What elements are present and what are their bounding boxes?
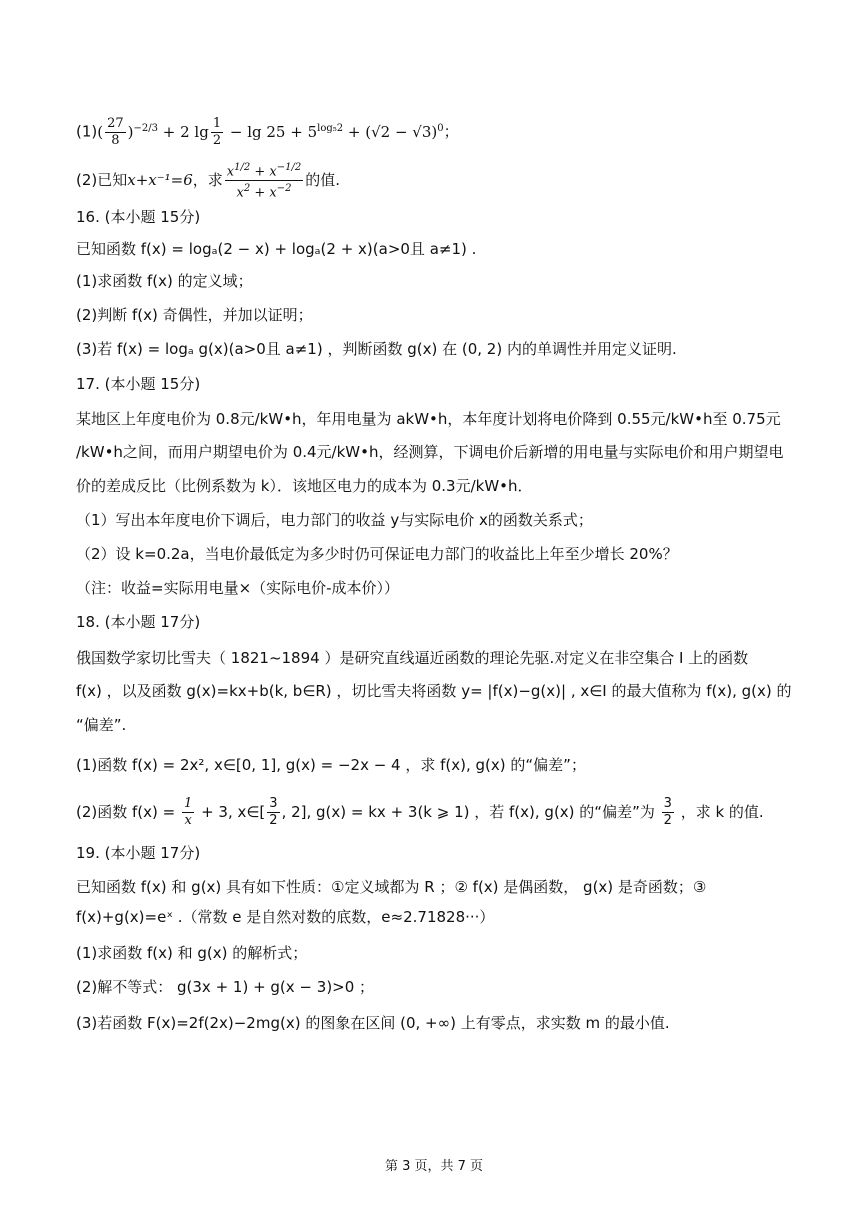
q18-frac1-den: x — [184, 813, 192, 828]
q19-line1: 已知函数 f(x) 和 g(x) 具有如下性质：①定义域都为 R ；② f(x) 是偶函数， g(x) 是奇函数；③ — [76, 878, 707, 896]
q15-p1-expr: ( $\frac{27}{8}$ )$^{-2/3}$ + 2 lg $\frac{1}{2}$ − $\lg 25 + 5^{log_52} + (√2 - √3)^0$ — [97, 116, 444, 148]
q15-p2-cond: x+x⁻¹=6 — [127, 170, 193, 189]
q15-p1-label: (1) — [76, 122, 98, 141]
q17-line2: /kW•h之间，而用户期望电价为 0.4元/kW•h，经测算，下调电价后新增的用电量与实际电价和用户期望电 — [76, 443, 784, 461]
q18-frac1-num: 1 — [184, 796, 193, 811]
q16-heading: 16. (本小题 15分) — [76, 208, 201, 226]
q18-part2 — [76, 796, 764, 829]
q17-heading: 17. (本小题 15分) — [76, 375, 201, 393]
q18-p2-seg-a: (2)函数 f(x) = — [76, 803, 176, 821]
q15-p2-label: (2)已知 — [76, 170, 128, 189]
q15-p1-tail: ； — [443, 122, 459, 141]
q19-heading: 19. (本小题 17分) — [76, 844, 201, 862]
q16-part3: (3)若 f(x) = logₐ g(x)(a>0且 a≠1) ，判断函数 g(x) 在 (0, 2) 内的单调性并用定义证明. — [76, 340, 677, 358]
q19-part1: (1)求函数 f(x) 和 g(x) 的解析式； — [76, 944, 308, 962]
q17-line3: 价的差成反比（比例系数为 k）．该地区电力的成本为 0.3元/kW•h． — [76, 477, 533, 495]
q18-part1: (1)函数 f(x) = 2x², x∈[0, 1], g(x) = −2x − 4 ，求 f(x), g(x) 的“偏差”； — [76, 756, 586, 774]
q15-p2-mid: ，求 — [192, 170, 223, 189]
q18-p2-frac1 — [182, 796, 194, 829]
q18-frac2-num: 3 — [269, 796, 278, 811]
q16-part1: (1)求函数 f(x) 的定义域； — [76, 272, 253, 290]
q18-line1: 俄国数学家切比雪夫（ 1821~1894 ）是研究直线逼近函数的理论先驱.对定义在非空集合 I 上的函数 — [76, 649, 749, 667]
q17-line1: 某地区上年度电价为 0.8元/kW•h，年用电量为 akW•h，本年度计划将电价降到 0.55元/kW•h至 0.75元 — [76, 410, 781, 428]
q19-part3: (3)若函数 F(x)=2f(2x)−2mg(x) 的图象在区间 (0, +∞) 上有零点，求实数 m 的最小值. — [76, 1014, 670, 1032]
q15-p2-tail: 的值. — [305, 170, 340, 189]
q18-p2-seg-c: , 2], g(x) = kx + 3(k ⩾ 1) ，若 f(x), g(x) 的“偏差”为 — [281, 803, 655, 821]
q19-part2: (2)解不等式： g(3x + 1) + g(x − 3)>0 ； — [76, 978, 375, 996]
q18-frac3-den: 2 — [663, 813, 672, 828]
q18-line3: “偏差”. — [76, 716, 127, 734]
q15-part1 — [76, 116, 459, 149]
q18-line2: f(x) ，以及函数 g(x)=kx+b(k, b∈R) ，切比雪夫将函数 y= |f(x)−g(x)| , x∈I 的最大值称为 f(x), g(x) 的 — [76, 682, 792, 700]
q18-p2-frac3 — [662, 796, 674, 829]
q17-line4: （1）写出本年度电价下调后，电力部门的收益 y与实际电价 x的函数关系式； — [76, 511, 593, 529]
q17-line6: （注：收益=实际用电量×（实际电价-成本价）） — [76, 579, 400, 597]
q18-p2-frac2 — [267, 796, 279, 829]
q17-line5: （2）设 k=0.2a，当电价最低定为多少时仍可保证电力部门的收益比上年至少增长 20%？ — [76, 545, 678, 563]
q15-p2-fraction: $\frac{x^{1/2} + x^{-1/2}}{x^2 + x^{-2}}$ — [226, 162, 302, 201]
q18-p2-seg-b: + 3, x∈[ — [201, 803, 266, 821]
q18-heading: 18. (本小题 17分) — [76, 613, 201, 631]
q19-line2: f(x)+g(x)=eˣ .（常数 e 是自然对数的底数，e≈2.71828···） — [76, 908, 495, 926]
page-footer: 第 3 页，共 7 页 — [384, 1159, 484, 1174]
q18-frac3-num: 3 — [663, 796, 672, 811]
q15-part2 — [76, 160, 340, 202]
q16-part2: (2)判断 f(x) 奇偶性，并加以证明； — [76, 306, 313, 324]
q16-stem: 已知函数 f(x) = logₐ(2 − x) + logₐ(2 + x)(a>0且 a≠1) . — [76, 240, 477, 258]
q18-p2-seg-d: ，求 k 的值. — [680, 803, 764, 821]
q18-frac2-den: 2 — [269, 813, 278, 828]
